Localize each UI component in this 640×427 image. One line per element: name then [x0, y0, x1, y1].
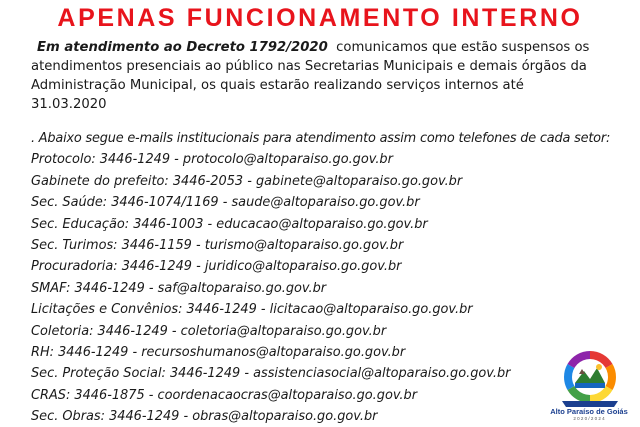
decree-reference: Em atendimento ao Decreto 1792/2020 — [37, 40, 328, 55]
contact-item-turismo: Sec. Turimos: 3446-1159 - turismo@altoparaiso.go.gov.br — [31, 237, 404, 253]
intro-line-1-rest: comunicamos que estão suspensos os — [327, 40, 590, 55]
intro-line-2: atendimentos presenciais ao público nas Secretarias Municipais e demais órgãos da — [31, 59, 587, 74]
contact-item-cras: CRAS: 3446-1875 - coordenacaocras@altoparaiso.go.gov.br — [31, 387, 417, 403]
contact-item-gabinete: Gabinete do prefeito: 3446-2053 - gabinete@altoparaiso.go.gov.br — [31, 173, 463, 189]
contacts-list — [31, 128, 621, 427]
municipality-name: Alto Paraíso de Goiás — [550, 407, 628, 416]
contact-item-coletoria: Coletoria: 3446-1249 - coletoria@altoparaiso.go.gov.br — [31, 323, 387, 339]
contact-item-protocolo: Protocolo: 3446-1249 - protocolo@altoparaiso.go.gov.br — [31, 152, 393, 168]
logo-subtitle: 2 0 2 0 / 2 0 2 4 — [573, 416, 605, 421]
page-title: APENAS FUNCIONAMENTO INTERNO — [57, 4, 583, 32]
contact-item-procuradoria: Procuradoria: 3446-1249 - juridico@altoparaiso.go.gov.br — [31, 259, 402, 275]
contact-item-saude: Sec. Saúde: 3446-1074/1169 - saude@altoparaiso.go.gov.br — [31, 195, 420, 211]
contact-item-rh: RH: 3446-1249 - recursoshumanos@altoparaiso.go.gov.br — [31, 344, 406, 360]
contact-item-licitacoes: Licitações e Convênios: 3446-1249 - licitacao@altoparaiso.go.gov.br — [31, 302, 473, 318]
intro-line-1 — [31, 38, 606, 57]
contact-item-smaf: SMAF: 3446-1249 - saf@altoparaiso.go.gov.br — [31, 280, 327, 296]
contacts-note: . Abaixo segue e-mails institucionais para atendimento assim como telefones de cada setor: — [31, 131, 611, 146]
contact-item-educacao: Sec. Educação: 3446-1003 - educacao@altoparaiso.go.gov.br — [31, 216, 428, 232]
contact-item-protecao-social: Sec. Proteção Social: 3446-1249 - assistenciasocial@altoparaiso.go.gov.br — [31, 366, 511, 382]
intro-paragraph — [31, 38, 606, 114]
intro-line-3: Administração Municipal, os quais estarão realizando serviços internos até — [31, 78, 524, 93]
intro-line-4: 31.03.2020 — [31, 97, 107, 112]
contact-item-obras: Sec. Obras: 3446-1249 - obras@altoparaiso.go.gov.br — [31, 409, 378, 425]
